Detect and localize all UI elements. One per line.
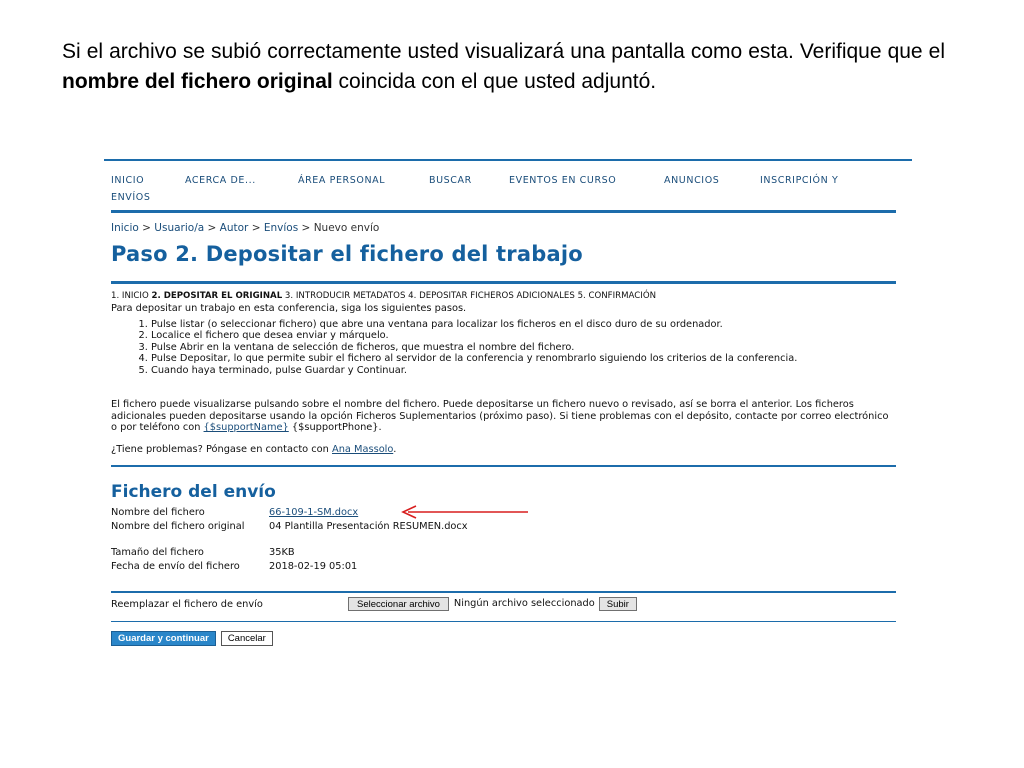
breadcrumb-inicio[interactable]: Inicio: [111, 222, 139, 234]
step-3: 3. INTRODUCIR METADATOS: [284, 291, 406, 301]
step-5: 5. CONFIRMACIÓN: [577, 291, 657, 301]
caption-text-after: coincida con el que usted adjuntó.: [332, 70, 657, 93]
nav-item-inicio[interactable]: INICIO: [111, 175, 145, 186]
nav-item-eventos[interactable]: EVENTOS EN CURSO: [509, 175, 617, 186]
problems-period: .: [393, 444, 397, 455]
upload-date-label: Fecha de envío del fichero: [111, 561, 240, 572]
info-paragraph: [111, 399, 893, 434]
info-text: El fichero puede visualizarse pulsando sobre el nombre del fichero. Puede depositarse un fichero nuevo o revisado, así se borra el anterior. Los ficheros adicionales pueden depositarse usando la opción Ficheros Suplementarios (próximo paso). Si tiene problemas con el depósito, contacte por correo electrónico o por teléfono con: [111, 399, 889, 434]
intro-text: Para depositar un trabajo en esta conferencia, siga los siguientes pasos.: [111, 303, 467, 314]
upload-date-value: 2018-02-19 05:01: [269, 561, 358, 572]
support-name-link[interactable]: {$supportName}: [203, 422, 289, 434]
breadcrumb-separator: >: [301, 222, 311, 234]
nav-item-inscripcion[interactable]: INSCRIPCIÓN Y: [760, 175, 839, 186]
actions-divider: [111, 621, 896, 622]
support-phone: {$supportPhone}.: [288, 422, 382, 434]
replace-file-label: Reemplazar el fichero de envío: [111, 599, 263, 610]
problems-label: ¿Tiene problemas? Póngase en contacto con: [111, 444, 332, 455]
instruction-item: 3. Pulse Abrir en la ventana de selección de ficheros, que muestra el nombre del fichero.: [151, 342, 911, 353]
step-1[interactable]: 1. INICIO: [111, 291, 149, 301]
nav-item-acerca[interactable]: ACERCA DE...: [185, 175, 256, 186]
top-divider: [104, 159, 912, 161]
instruction-caption: [62, 37, 945, 97]
caption-bold: nombre del fichero original: [62, 70, 333, 93]
section-divider: [111, 465, 896, 467]
breadcrumb-usuario[interactable]: Usuario/a: [154, 222, 205, 234]
step-2-active: 2. DEPOSITAR EL ORIGINAL: [151, 291, 283, 301]
breadcrumb: [111, 222, 379, 234]
original-name-value: 04 Plantilla Presentación RESUMEN.docx: [269, 521, 468, 532]
top-navigation: [111, 172, 896, 206]
breadcrumb-separator: >: [251, 222, 261, 234]
nav-item-envios[interactable]: ENVÍOS: [111, 192, 151, 203]
step-4: 4. DEPOSITAR FICHEROS ADICIONALES: [408, 291, 575, 301]
problems-text: [111, 444, 396, 455]
breadcrumb-separator: >: [207, 222, 217, 234]
breadcrumb-separator: >: [142, 222, 151, 234]
upload-button[interactable]: Subir: [599, 597, 637, 611]
instruction-item: 4. Pulse Depositar, lo que permite subir el fichero al servidor de la conferencia y renombrarlo siguiendo los criterios de la conferencia.: [151, 353, 911, 364]
instruction-item: 2. Localice el fichero que desea enviar y márquelo.: [151, 330, 911, 341]
screenshot-frame: [104, 159, 912, 659]
caption-text-before: Si el archivo se subió correctamente usted visualizará una pantalla como esta. Verifique que el: [62, 40, 945, 63]
contact-link[interactable]: Ana Massolo: [332, 444, 394, 455]
red-arrow-annotation: [400, 504, 532, 520]
title-divider: [111, 281, 896, 284]
instruction-item: 5. Cuando haya terminado, pulse Guardar y Continuar.: [151, 365, 911, 376]
nav-item-buscar[interactable]: BUSCAR: [429, 175, 472, 186]
file-name-link[interactable]: 66-109-1-SM.docx: [269, 507, 359, 518]
no-file-text: Ningún archivo seleccionado: [453, 598, 595, 609]
file-name-label: Nombre del fichero: [111, 507, 205, 518]
instruction-list: [111, 319, 911, 376]
step-indicator: [111, 291, 656, 301]
file-size-value: 35KB: [269, 547, 295, 558]
section-title: Fichero del envío: [111, 482, 276, 502]
nav-item-area-personal[interactable]: ÁREA PERSONAL: [298, 175, 386, 186]
replace-divider: [111, 591, 896, 593]
nav-item-anuncios[interactable]: ANUNCIOS: [664, 175, 720, 186]
file-picker: [348, 596, 637, 611]
save-continue-button[interactable]: Guardar y continuar: [111, 631, 216, 646]
file-size-label: Tamaño del fichero: [111, 547, 204, 558]
form-actions: [111, 631, 273, 646]
page-title: Paso 2. Depositar el fichero del trabajo: [111, 242, 583, 266]
cancel-button[interactable]: Cancelar: [221, 631, 273, 646]
breadcrumb-autor[interactable]: Autor: [219, 222, 249, 234]
original-name-label: Nombre del fichero original: [111, 521, 245, 532]
breadcrumb-current: Nuevo envío: [313, 222, 380, 234]
instruction-item: 1. Pulse listar (o seleccionar fichero) que abre una ventana para localizar los ficheros en el disco duro de su ordenador.: [151, 319, 911, 330]
breadcrumb-envios[interactable]: Envíos: [263, 222, 299, 234]
choose-file-button[interactable]: Seleccionar archivo: [348, 597, 449, 611]
nav-divider: [111, 210, 896, 213]
